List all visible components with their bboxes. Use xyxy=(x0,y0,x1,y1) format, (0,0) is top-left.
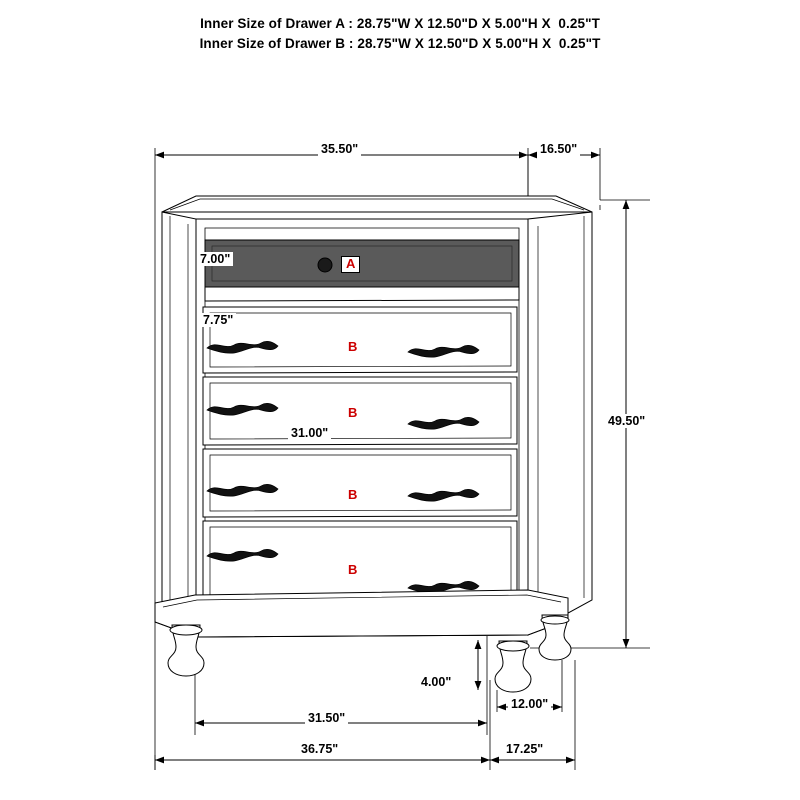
drawer-label-b4: B xyxy=(348,562,358,577)
drawer-label-b3: B xyxy=(348,487,358,502)
dim-total-height: 49.50" xyxy=(605,414,648,428)
dim-base-width-inner: 31.50" xyxy=(305,711,348,725)
dim-opening-height: 7.00" xyxy=(197,252,233,266)
drawer-label-a: A xyxy=(341,256,360,273)
dim-base-width-outer: 36.75" xyxy=(298,742,341,756)
drawer-a-inner-size-text: Inner Size of Drawer A : 28.75"W X 12.50"D X 5.00"H X 0.25"T xyxy=(200,16,600,31)
dim-top-depth: 16.50" xyxy=(537,142,580,156)
dim-base-depth-outer: 17.25" xyxy=(503,742,546,756)
drawer-b-inner-size-text: Inner Size of Drawer B : 28.75"W X 12.50"D X 5.00"H X 0.25"T xyxy=(199,36,601,51)
dim-drawer-width: 31.00" xyxy=(288,426,331,440)
drawer-label-b2: B xyxy=(348,405,358,420)
dim-foot-height: 4.00" xyxy=(418,675,454,689)
dim-drawer-face-height: 7.75" xyxy=(200,313,236,327)
dim-top-width: 35.50" xyxy=(318,142,361,156)
dim-foot-depth: 12.00" xyxy=(508,697,551,711)
drawer-label-b1: B xyxy=(348,339,358,354)
